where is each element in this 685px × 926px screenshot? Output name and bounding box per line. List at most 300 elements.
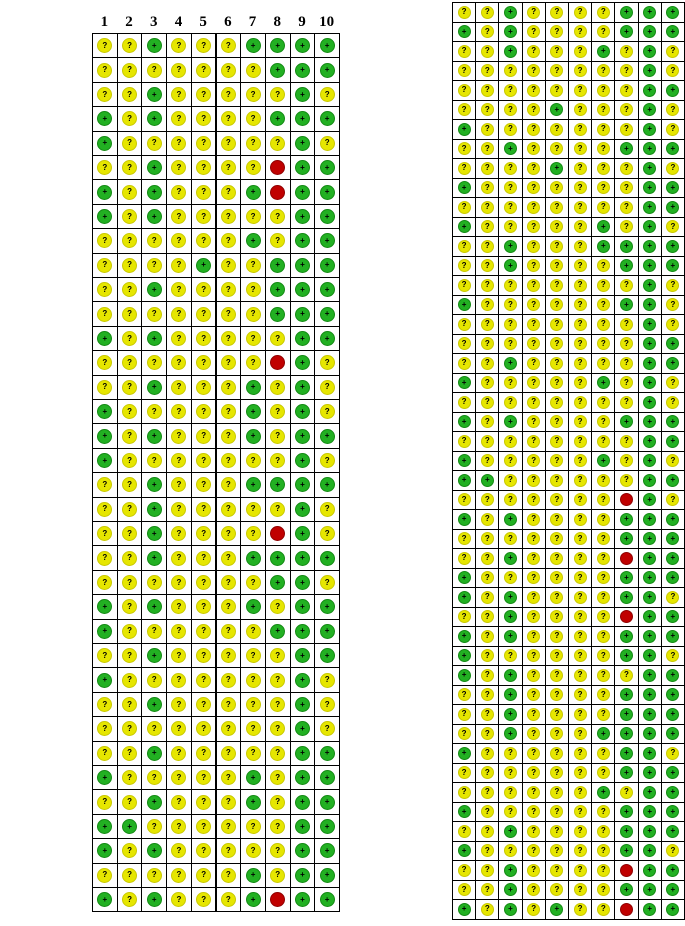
low-risk-mark: + [97,209,112,224]
unclear-risk-mark: ? [527,727,540,740]
low-risk-mark: + [643,376,656,389]
unclear-risk-mark: ? [320,721,335,736]
high-risk-mark [620,552,633,565]
low-risk-mark: + [620,727,633,740]
unclear-risk-mark: ? [221,331,236,346]
unclear-risk-mark: ? [221,209,236,224]
low-risk-mark: + [295,868,310,883]
unclear-risk-mark: ? [504,103,517,116]
low-risk-mark: + [97,819,112,834]
unclear-risk-mark: ? [246,258,261,273]
unclear-risk-mark: ? [246,502,261,517]
unclear-risk-mark: ? [504,162,517,175]
unclear-risk-mark: ? [527,669,540,682]
low-risk-mark: + [666,688,679,701]
unclear-risk-mark: ? [196,819,211,834]
unclear-risk-mark: ? [550,123,563,136]
unclear-risk-mark: ? [97,160,112,175]
low-risk-mark: + [620,649,633,662]
low-risk-mark: + [550,162,563,175]
low-risk-mark: + [620,708,633,721]
unclear-risk-mark: ? [122,38,137,53]
unclear-risk-mark: ? [597,103,610,116]
low-risk-mark: + [550,103,563,116]
unclear-risk-mark: ? [458,84,471,97]
unclear-risk-mark: ? [147,721,162,736]
low-risk-mark: + [666,786,679,799]
unclear-risk-mark: ? [147,63,162,78]
unclear-risk-mark: ? [122,185,137,200]
unclear-risk-mark: ? [320,87,335,102]
low-risk-mark: + [666,25,679,38]
unclear-risk-mark: ? [574,298,587,311]
low-risk-mark: + [295,38,310,53]
unclear-risk-mark: ? [246,331,261,346]
unclear-risk-mark: ? [481,454,494,467]
unclear-risk-mark: ? [550,240,563,253]
low-risk-mark: + [270,307,285,322]
unclear-risk-mark: ? [527,415,540,428]
unclear-risk-mark: ? [458,45,471,58]
unclear-risk-mark: ? [620,435,633,448]
unclear-risk-mark: ? [270,648,285,663]
low-risk-mark: + [504,6,517,19]
column-header: 9 [298,14,306,30]
unclear-risk-mark: ? [221,136,236,151]
unclear-risk-mark: ? [270,429,285,444]
unclear-risk-mark: ? [171,111,186,126]
unclear-risk-mark: ? [574,708,587,721]
unclear-risk-mark: ? [481,727,494,740]
unclear-risk-mark: ? [527,279,540,292]
unclear-risk-mark: ? [458,435,471,448]
unclear-risk-mark: ? [122,502,137,517]
unclear-risk-mark: ? [481,805,494,818]
unclear-risk-mark: ? [481,708,494,721]
unclear-risk-mark: ? [597,396,610,409]
low-risk-mark: + [458,844,471,857]
unclear-risk-mark: ? [320,697,335,712]
low-risk-mark: + [504,669,517,682]
unclear-risk-mark: ? [221,648,236,663]
unclear-risk-mark: ? [481,513,494,526]
unclear-risk-mark: ? [221,282,236,297]
low-risk-mark: + [320,233,335,248]
unclear-risk-mark: ? [597,708,610,721]
low-risk-mark: + [643,259,656,272]
unclear-risk-mark: ? [620,786,633,799]
low-risk-mark: + [270,63,285,78]
low-risk-mark: + [320,795,335,810]
unclear-risk-mark: ? [221,404,236,419]
low-risk-mark: + [295,795,310,810]
low-risk-mark: + [147,209,162,224]
low-risk-mark: + [643,240,656,253]
unclear-risk-mark: ? [481,376,494,389]
low-risk-mark: + [666,805,679,818]
unclear-risk-mark: ? [171,648,186,663]
low-risk-mark: + [620,532,633,545]
unclear-risk-mark: ? [527,201,540,214]
unclear-risk-mark: ? [171,477,186,492]
unclear-risk-mark: ? [597,25,610,38]
unclear-risk-mark: ? [97,233,112,248]
unclear-risk-mark: ? [504,649,517,662]
unclear-risk-mark: ? [458,240,471,253]
low-risk-mark: + [295,697,310,712]
unclear-risk-mark: ? [122,697,137,712]
unclear-risk-mark: ? [270,868,285,883]
unclear-risk-mark: ? [171,209,186,224]
unclear-risk-mark: ? [597,357,610,370]
low-risk-mark: + [147,185,162,200]
unclear-risk-mark: ? [481,220,494,233]
unclear-risk-mark: ? [122,721,137,736]
low-risk-mark: + [504,45,517,58]
low-risk-mark: + [147,380,162,395]
unclear-risk-mark: ? [270,673,285,688]
unclear-risk-mark: ? [527,64,540,77]
unclear-risk-mark: ? [597,805,610,818]
unclear-risk-mark: ? [481,45,494,58]
unclear-risk-mark: ? [196,233,211,248]
unclear-risk-mark: ? [122,477,137,492]
unclear-risk-mark: ? [97,87,112,102]
unclear-risk-mark: ? [171,87,186,102]
unclear-risk-mark: ? [122,795,137,810]
low-risk-mark: + [295,160,310,175]
unclear-risk-mark: ? [550,279,563,292]
low-risk-mark: + [643,649,656,662]
unclear-risk-mark: ? [550,513,563,526]
low-risk-mark: + [458,630,471,643]
low-risk-mark: + [295,502,310,517]
unclear-risk-mark: ? [504,220,517,233]
low-risk-mark: + [481,474,494,487]
low-risk-mark: + [147,477,162,492]
unclear-risk-mark: ? [246,648,261,663]
unclear-risk-mark: ? [481,318,494,331]
low-risk-mark: + [97,404,112,419]
unclear-risk-mark: ? [550,805,563,818]
low-risk-mark: + [147,551,162,566]
low-risk-mark: + [246,429,261,444]
unclear-risk-mark: ? [270,697,285,712]
unclear-risk-mark: ? [574,357,587,370]
unclear-risk-mark: ? [458,825,471,838]
unclear-risk-mark: ? [246,819,261,834]
unclear-risk-mark: ? [550,766,563,779]
unclear-risk-mark: ? [504,454,517,467]
low-risk-mark: + [504,883,517,896]
unclear-risk-mark: ? [196,697,211,712]
unclear-risk-mark: ? [504,747,517,760]
unclear-risk-mark: ? [481,532,494,545]
unclear-risk-mark: ? [666,591,679,604]
unclear-risk-mark: ? [550,864,563,877]
unclear-risk-mark: ? [527,298,540,311]
low-risk-mark: + [458,805,471,818]
unclear-risk-mark: ? [122,209,137,224]
low-risk-mark: + [666,142,679,155]
low-risk-mark: + [666,240,679,253]
high-risk-mark [620,864,633,877]
unclear-risk-mark: ? [574,864,587,877]
low-risk-mark: + [550,903,563,916]
unclear-risk-mark: ? [246,624,261,639]
low-risk-mark: + [97,111,112,126]
low-risk-mark: + [270,575,285,590]
unclear-risk-mark: ? [246,453,261,468]
unclear-risk-mark: ? [481,396,494,409]
unclear-risk-mark: ? [196,795,211,810]
low-risk-mark: + [620,415,633,428]
unclear-risk-mark: ? [97,648,112,663]
unclear-risk-mark: ? [147,868,162,883]
unclear-risk-mark: ? [504,805,517,818]
unclear-risk-mark: ? [504,435,517,448]
unclear-risk-mark: ? [270,136,285,151]
low-risk-mark: + [643,25,656,38]
low-risk-mark: + [295,526,310,541]
unclear-risk-mark: ? [481,415,494,428]
unclear-risk-mark: ? [597,825,610,838]
unclear-risk-mark: ? [171,868,186,883]
low-risk-mark: + [147,282,162,297]
low-risk-mark: + [295,624,310,639]
low-risk-mark: + [246,233,261,248]
unclear-risk-mark: ? [270,502,285,517]
unclear-risk-mark: ? [620,103,633,116]
unclear-risk-mark: ? [196,575,211,590]
unclear-risk-mark: ? [504,493,517,506]
unclear-risk-mark: ? [221,307,236,322]
unclear-risk-mark: ? [171,795,186,810]
low-risk-mark: + [295,429,310,444]
unclear-risk-mark: ? [246,87,261,102]
unclear-risk-mark: ? [620,376,633,389]
low-risk-mark: + [295,575,310,590]
unclear-risk-mark: ? [481,844,494,857]
unclear-risk-mark: ? [221,63,236,78]
low-risk-mark: + [504,415,517,428]
low-risk-mark: + [295,87,310,102]
unclear-risk-mark: ? [550,376,563,389]
unclear-risk-mark: ? [196,551,211,566]
unclear-risk-mark: ? [171,575,186,590]
unclear-risk-mark: ? [574,727,587,740]
low-risk-mark: + [458,25,471,38]
unclear-risk-mark: ? [574,825,587,838]
unclear-risk-mark: ? [597,493,610,506]
unclear-risk-mark: ? [122,429,137,444]
unclear-risk-mark: ? [597,259,610,272]
unclear-risk-mark: ? [550,669,563,682]
low-risk-mark: + [295,63,310,78]
unclear-risk-mark: ? [246,136,261,151]
unclear-risk-mark: ? [574,64,587,77]
unclear-risk-mark: ? [481,591,494,604]
unclear-risk-mark: ? [196,477,211,492]
low-risk-mark: + [620,513,633,526]
low-risk-mark: + [320,868,335,883]
unclear-risk-mark: ? [320,526,335,541]
low-risk-mark: + [504,142,517,155]
unclear-risk-mark: ? [666,298,679,311]
unclear-risk-mark: ? [458,552,471,565]
unclear-risk-mark: ? [97,795,112,810]
unclear-risk-mark: ? [527,474,540,487]
column-header: 4 [174,14,183,30]
unclear-risk-mark: ? [171,453,186,468]
low-risk-mark: + [643,844,656,857]
low-risk-mark: + [295,746,310,761]
low-risk-mark: + [504,903,517,916]
unclear-risk-mark: ? [666,64,679,77]
low-risk-mark: + [97,892,112,907]
unclear-risk-mark: ? [527,649,540,662]
unclear-risk-mark: ? [666,318,679,331]
low-risk-mark: + [643,532,656,545]
unclear-risk-mark: ? [320,502,335,517]
unclear-risk-mark: ? [147,307,162,322]
unclear-risk-mark: ? [221,185,236,200]
unclear-risk-mark: ? [147,355,162,370]
unclear-risk-mark: ? [122,624,137,639]
unclear-risk-mark: ? [481,883,494,896]
unclear-risk-mark: ? [550,883,563,896]
low-risk-mark: + [295,209,310,224]
unclear-risk-mark: ? [597,123,610,136]
unclear-risk-mark: ? [574,25,587,38]
unclear-risk-mark: ? [597,337,610,350]
unclear-risk-mark: ? [171,746,186,761]
unclear-risk-mark: ? [666,279,679,292]
unclear-risk-mark: ? [481,649,494,662]
unclear-risk-mark: ? [527,45,540,58]
low-risk-mark: + [643,669,656,682]
unclear-risk-mark: ? [597,181,610,194]
unclear-risk-mark: ? [270,746,285,761]
low-risk-mark: + [666,84,679,97]
unclear-risk-mark: ? [147,575,162,590]
unclear-risk-mark: ? [171,185,186,200]
unclear-risk-mark: ? [666,123,679,136]
unclear-risk-mark: ? [97,502,112,517]
unclear-risk-mark: ? [246,63,261,78]
unclear-risk-mark: ? [620,279,633,292]
low-risk-mark: + [458,669,471,682]
low-risk-mark: + [270,111,285,126]
unclear-risk-mark: ? [97,551,112,566]
unclear-risk-mark: ? [97,355,112,370]
unclear-risk-mark: ? [458,493,471,506]
low-risk-mark: + [666,474,679,487]
unclear-risk-mark: ? [481,181,494,194]
unclear-risk-mark: ? [122,233,137,248]
unclear-risk-mark: ? [574,45,587,58]
unclear-risk-mark: ? [527,591,540,604]
unclear-risk-mark: ? [270,599,285,614]
low-risk-mark: + [643,435,656,448]
unclear-risk-mark: ? [97,868,112,883]
low-risk-mark: + [643,201,656,214]
unclear-risk-mark: ? [221,380,236,395]
low-risk-mark: + [147,331,162,346]
unclear-risk-mark: ? [666,45,679,58]
unclear-risk-mark: ? [481,825,494,838]
low-risk-mark: + [620,747,633,760]
unclear-risk-mark: ? [122,453,137,468]
unclear-risk-mark: ? [171,429,186,444]
unclear-risk-mark: ? [574,142,587,155]
unclear-risk-mark: ? [597,552,610,565]
low-risk-mark: + [643,747,656,760]
low-risk-mark: + [295,453,310,468]
low-risk-mark: + [295,819,310,834]
low-risk-mark: + [666,571,679,584]
unclear-risk-mark: ? [122,404,137,419]
unclear-risk-mark: ? [504,181,517,194]
unclear-risk-mark: ? [666,454,679,467]
low-risk-mark: + [643,610,656,623]
low-risk-mark: + [320,209,335,224]
unclear-risk-mark: ? [574,493,587,506]
unclear-risk-mark: ? [221,551,236,566]
unclear-risk-mark: ? [246,746,261,761]
column-header: 5 [199,14,207,30]
low-risk-mark: + [147,599,162,614]
low-risk-mark: + [620,571,633,584]
low-risk-mark: + [147,502,162,517]
unclear-risk-mark: ? [550,181,563,194]
low-risk-mark: + [458,123,471,136]
low-risk-mark: + [666,357,679,370]
low-risk-mark: + [97,185,112,200]
unclear-risk-mark: ? [270,209,285,224]
unclear-risk-mark: ? [221,38,236,53]
unclear-risk-mark: ? [196,185,211,200]
unclear-risk-mark: ? [97,697,112,712]
unclear-risk-mark: ? [221,843,236,858]
unclear-risk-mark: ? [574,259,587,272]
low-risk-mark: + [597,786,610,799]
low-risk-mark: + [643,630,656,643]
low-risk-mark: + [458,181,471,194]
unclear-risk-mark: ? [481,903,494,916]
unclear-risk-mark: ? [122,575,137,590]
unclear-risk-mark: ? [246,843,261,858]
unclear-risk-mark: ? [171,331,186,346]
unclear-risk-mark: ? [550,825,563,838]
unclear-risk-mark: ? [527,6,540,19]
unclear-risk-mark: ? [147,404,162,419]
unclear-risk-mark: ? [574,84,587,97]
unclear-risk-mark: ? [597,201,610,214]
unclear-risk-mark: ? [620,84,633,97]
unclear-risk-mark: ? [221,87,236,102]
unclear-risk-mark: ? [122,746,137,761]
unclear-risk-mark: ? [147,819,162,834]
unclear-risk-mark: ? [666,649,679,662]
low-risk-mark: + [295,307,310,322]
unclear-risk-mark: ? [574,103,587,116]
low-risk-mark: + [295,721,310,736]
unclear-risk-mark: ? [481,298,494,311]
low-risk-mark: + [643,357,656,370]
unclear-risk-mark: ? [620,337,633,350]
unclear-risk-mark: ? [481,786,494,799]
